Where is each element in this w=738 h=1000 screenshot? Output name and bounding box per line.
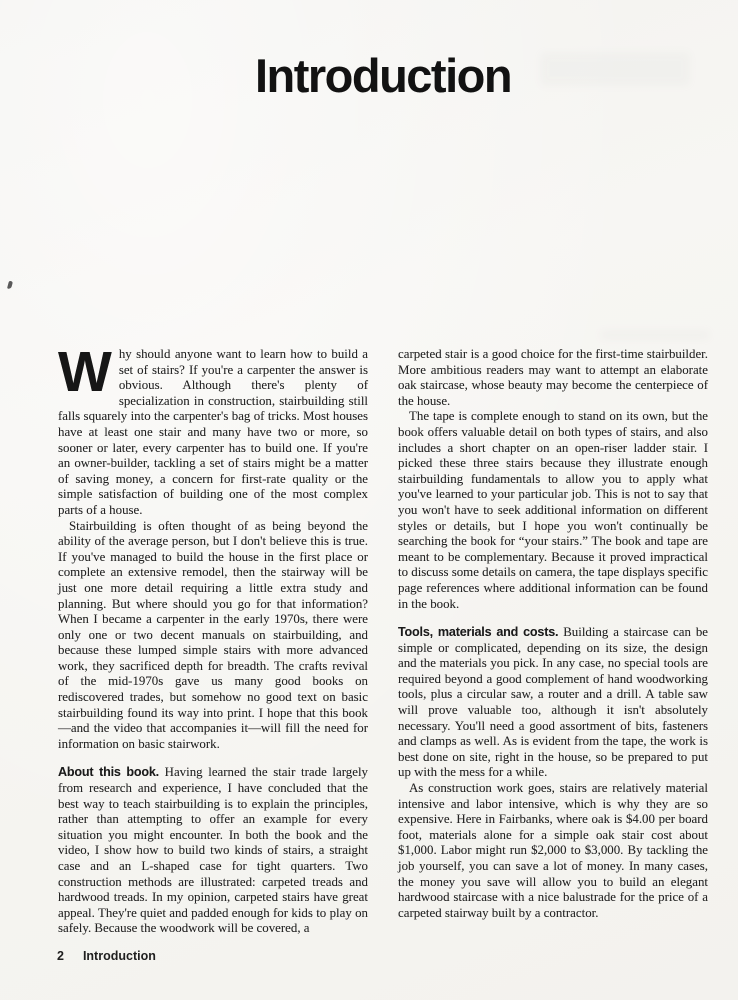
page-number: 2 [57, 949, 64, 963]
show-through-ghost [600, 330, 710, 340]
drop-cap-letter: W [58, 340, 112, 404]
paragraph-continuation: carpeted stair is a good choice for the first-time stairbuilder. More ambitious readers may want to attempt an elaborate oak staircase, whose beauty may become the centerpiece of the house. [398, 347, 708, 408]
scan-speck [7, 281, 13, 290]
page-title: Introduction [254, 49, 512, 102]
paragraph-text: hy should anyone want to learn how to build a set of stairs? If you're a carpenter the answer is obvious. Although there's plenty of specialization in construction, stairbuilding still falls squarely into the carpenter's bag of tricks. Most houses have at least one stair and many have two or more, so sooner or later, every carpenter has to build one. If you're an owner-builder, tackling a set of stairs might be a matter of saving money, a concern for first-rate quality or the simple satisfaction of building one of the most complex parts of a house. [58, 347, 368, 517]
page-body [58, 340, 709, 937]
paragraph-text: Building a staircase can be simple or complicated, depending on its size, the design and the materials you pick. In any case, no special tools are required beyond a good complement of hand woodworking tools, plus a circular saw, a router and a drill. A table saw will prove valuable too, although it isn't absolutely necessary. You'll need a good assortment of bits, fasteners and clamps as well. As is evident from the tape, the work is best done on site, right in the house, so be prepared to put up with the mess for a while. [398, 625, 708, 780]
page-footer [57, 949, 156, 963]
paragraph-about-this-book [58, 765, 368, 937]
left-column [58, 340, 368, 937]
right-column [398, 347, 708, 937]
section-heading: Tools, materials and costs. [398, 625, 559, 640]
paragraph: The tape is complete enough to stand on its own, but the book offers valuable detail on both types of stairs, and also includes a short chapter on an open-riser ladder stair. I picked these three stairs because they illustrate enough stairbuilding fundamentals to allow you to apply what you've learned to your particular job. This is not to say that you won't have to seek additional information on different styles or details, but I hope you won't continually be searching the book for “your stairs.” The book and tape are meant to be complementary. Because it proved impractical to discuss some details on camera, the tape displays specific page references where additional information can be found in the book. [398, 409, 709, 611]
paragraph-text: Having learned the stair trade largely from research and experience, I have concluded that the best way to teach stairbuilding is to explain the principles, rather than attempting to offer an example for every situation you might encounter. In both the book and the video, I show how to build two kinds of stairs, a straight case and an L-shaped case for tight quarters. Two construction methods are illustrated: carpeted treads and hardwood treads. In my opinion, carpeted stairs have great appeal. They're quiet and padded enough for kids to play on safely. Because the woodwork will be covered, a [58, 765, 368, 936]
paragraph-tools-materials-costs [398, 625, 708, 781]
paragraph: Stairbuilding is often thought of as being beyond the ability of the average person, but I don't believe this is true. If you've managed to build the house in the first place or complete an extensive remodel, then the stairway will be just one more detail requiring a little extra study and planning. But where should you go for that information? When I became a carpenter in the early 1970s, there were only one or two decent manuals on stairbuilding, and because these lumped simple stairs with more advanced work, they sacrificed depth for breadth. The crafts revival of the mid-1970s gave us many good books on rediscovered trades, but somehow no good text on basic stairbuilding found its way into print. I hope that this book—and the video that accompanies it—will fill the need for information on basic stairwork. [58, 518, 368, 751]
paragraph-intro [58, 340, 368, 519]
paragraph: As construction work goes, stairs are relatively material intensive and labor intensive, which is why they are so expensive. Here in Fairbanks, where oak is $4.00 per board foot, materials alone for a simple oak stair cost about $1,000. Labor might run $2,000 to $3,000. By tackling the job yourself, you can save a lot of money. In many cases, the money you save will allow you to build an elegant hardwood staircase with a nice balustrade for the price of a carpeted stairway built by a contractor. [398, 781, 708, 920]
section-heading: About this book. [58, 765, 159, 780]
footer-chapter-label: Introduction [82, 949, 156, 963]
